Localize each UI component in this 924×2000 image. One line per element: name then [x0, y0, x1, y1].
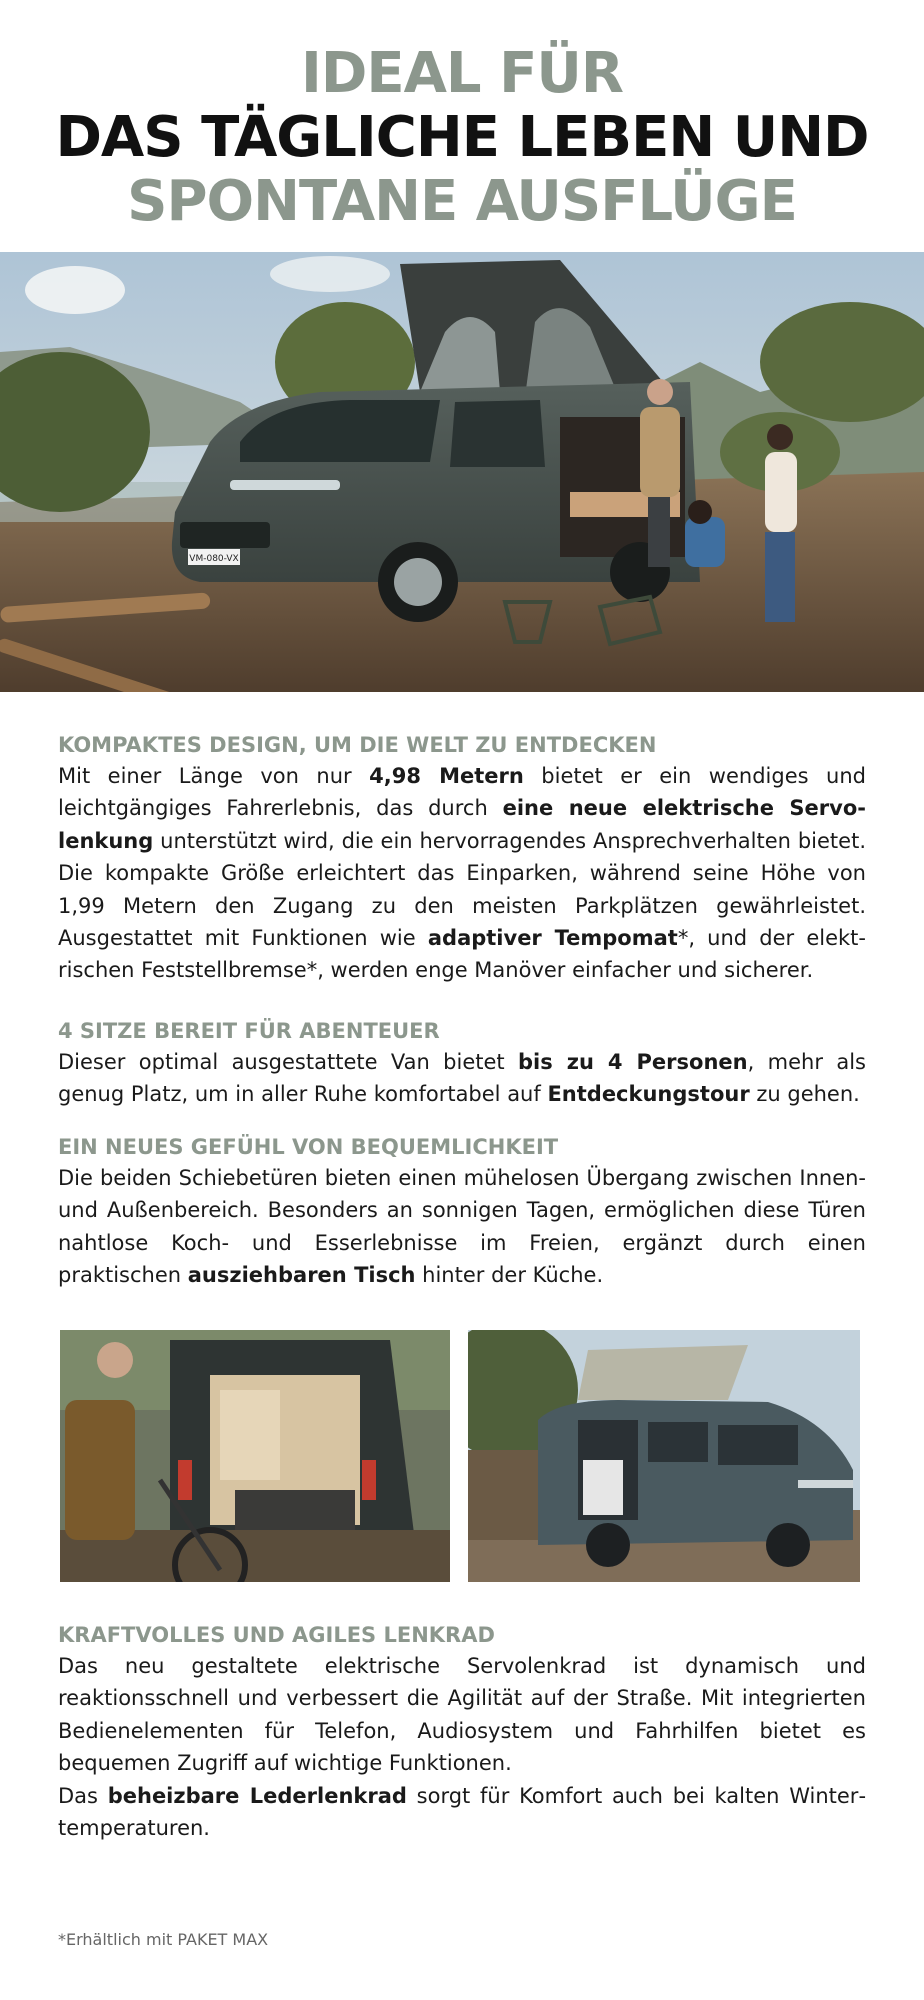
hero-photo: [0, 252, 924, 692]
bold-highlight: adaptiver Tempomat: [427, 926, 678, 951]
title-line-1: IDEAL FÜR: [301, 41, 623, 106]
section-heading: 4 SITZE BEREIT FÜR ABENTEUER: [58, 1019, 440, 1043]
bold-highlight: 4,98 Metern: [369, 764, 524, 788]
bold-highlight: Entdeckungstour: [547, 1082, 750, 1107]
section-kompaktes-design: [58, 730, 866, 987]
section-body: Das neu gestaltete elektrische Servolenkrad ist dynamisch und reaktionsschnell und verbessert die Agilität auf der Straße. Mit integrierten Bedienelementen für Telefon, Audiosystem und Fahrhilfen bietet es bequemen Zugriff auf wichtige Funktionen. Das beheizbare Lederlenkrad sorgt für Komfort auch bei kalten Wintertemperaturen.: [58, 1654, 867, 1841]
section-4-sitze: [58, 1016, 866, 1111]
section-body: Die beiden Schiebetüren bieten einen mühelosen Übergang zwischen Innen- und Außenbereich. Besonders an sonnigen Tagen, ermöglichen diese Türen nahtlose Koch- und Esserlebnisse im Freien, ergänzt durch einen praktischen ausziehbaren Tisch hinter der Küche.: [58, 1166, 866, 1288]
section-heading: KRAFTVOLLES UND AGILES LENKRAD: [58, 1623, 495, 1647]
license-plate-text: VM-080-VX: [189, 554, 239, 564]
camper-van-scene-illustration: [0, 252, 924, 692]
photo-van-side-doors: [468, 1330, 860, 1582]
section-bequemlichkeit: [58, 1132, 866, 1292]
bold-highlight: ausziehbaren Tisch: [187, 1263, 416, 1288]
title-line-2: DAS TÄGLICHE LEBEN UND: [55, 105, 869, 170]
section-heading: KOMPAKTES DESIGN, UM DIE WELT ZU ENTDECKEN: [58, 733, 657, 757]
section-body: Dieser optimal ausgestattete Van bietet bis zu 4 Personen, mehr als genug Platz, um in aller Ruhe komfortabel auf Entdeckungstour zu gehen.: [58, 1050, 866, 1107]
van-rear-interior-illustration: [60, 1330, 450, 1582]
section-heading: EIN NEUES GEFÜHL VON BEQUEMLICHKEIT: [58, 1135, 559, 1159]
bold-highlight: beheizbare Lederlenkrad: [107, 1783, 407, 1808]
bold-highlight: bis zu 4 Personen: [518, 1050, 748, 1074]
footnote: *Erhältlich mit PAKET MAX: [58, 1930, 269, 1949]
section-lenkrad: [58, 1620, 866, 1844]
page-title: [0, 42, 924, 234]
photo-van-rear-kitchen: [60, 1330, 450, 1582]
bold-highlight: eine neue elektrische Servolenkung: [58, 796, 866, 853]
van-side-illustration: [468, 1330, 860, 1582]
section-body: Mit einer Länge von nur 4,98 Metern bietet er ein wendiges und leichtgängiges Fahrerlebnis, das durch eine neue elektrische Servolenkung unterstützt wird, die ein hervorragendes Ansprechverhalten bietet. Die kompakte Größe erleichtert das Einparken, während seine Höhe von 1,99 Metern den Zugang zu den meisten Parkplätzen gewährleistet. Ausgestattet mit Funktionen wie adaptiver Tempomat*, und der elektrischen Feststellbremse*, werden enge Manöver einfacher und sicherer.: [58, 764, 866, 983]
title-line-3: SPONTANE AUSFLÜGE: [127, 169, 797, 234]
